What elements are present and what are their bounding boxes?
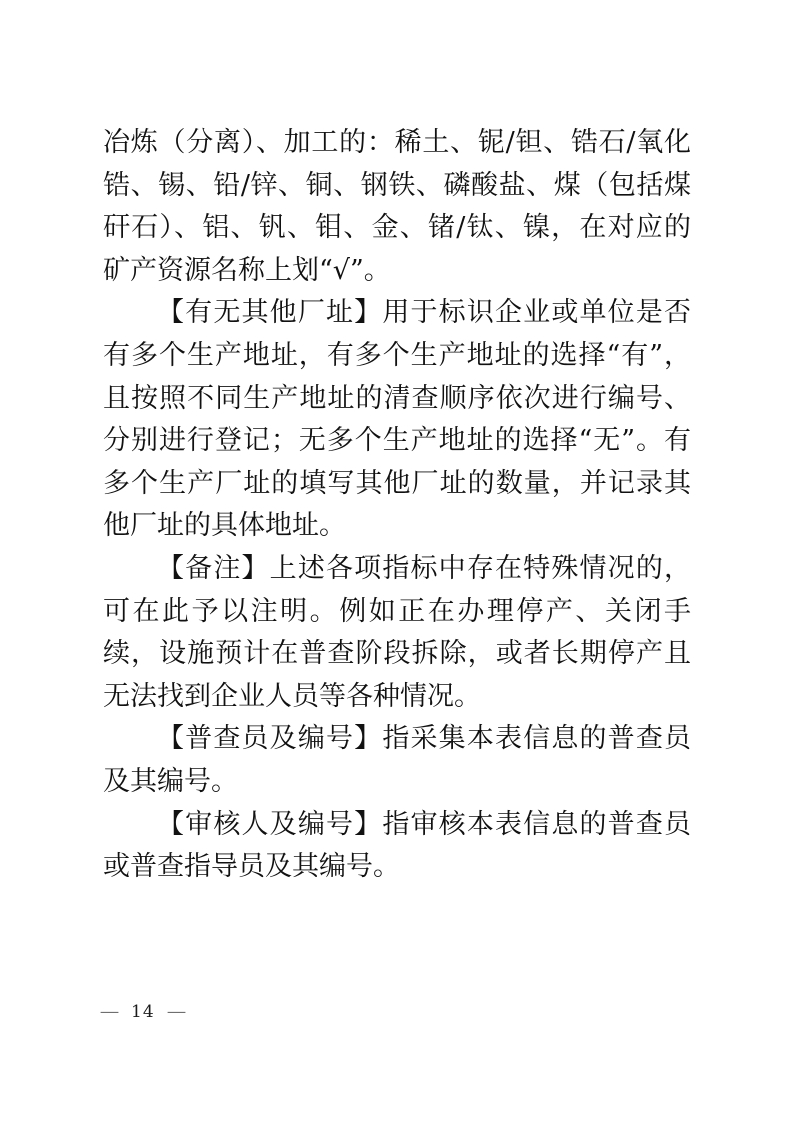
page-footer	[101, 1001, 185, 1023]
paragraph-remarks: 【备注】上述各项指标中存在特殊情况的，可在此予以注明。例如正在办理停产、关闭手续，设施预计在普查阶段拆除，或者长期停产且无法找到企业人员等各种情况。	[103, 552, 691, 712]
paragraph-reviewer-and-number: 【审核人及编号】指审核本表信息的普查员或普查指导员及其编号。	[103, 808, 691, 883]
footer-left-dash: —	[99, 1002, 120, 1022]
paragraph-mineral-list: 冶炼（分离）、加工的：稀土、铌/钽、锆石/氧化锆、锡、铅/锌、铜、钢铁、磷酸盐、煤（包括煤矸石）、铝、钒、钼、金、锗/钛、镍，在对应的矿产资源名称上划“√”。	[103, 127, 691, 286]
paragraph-surveyor-and-number: 【普查员及编号】指采集本表信息的普查员及其编号。	[103, 723, 691, 797]
paragraph-other-plant-address: 【有无其他厂址】用于标识企业或单位是否有多个生产地址，有多个生产地址的选择“有”，且按照不同生产地址的清查顺序依次进行编号、分别进行登记；无多个生产地址的选择“无”。有多个生产厂址的填写其他厂址的数量，并记录其他厂址的具体地址。	[103, 297, 691, 542]
page-number: 14	[131, 1002, 155, 1022]
page-body-text	[103, 122, 691, 889]
footer-right-dash: —	[166, 1002, 186, 1022]
